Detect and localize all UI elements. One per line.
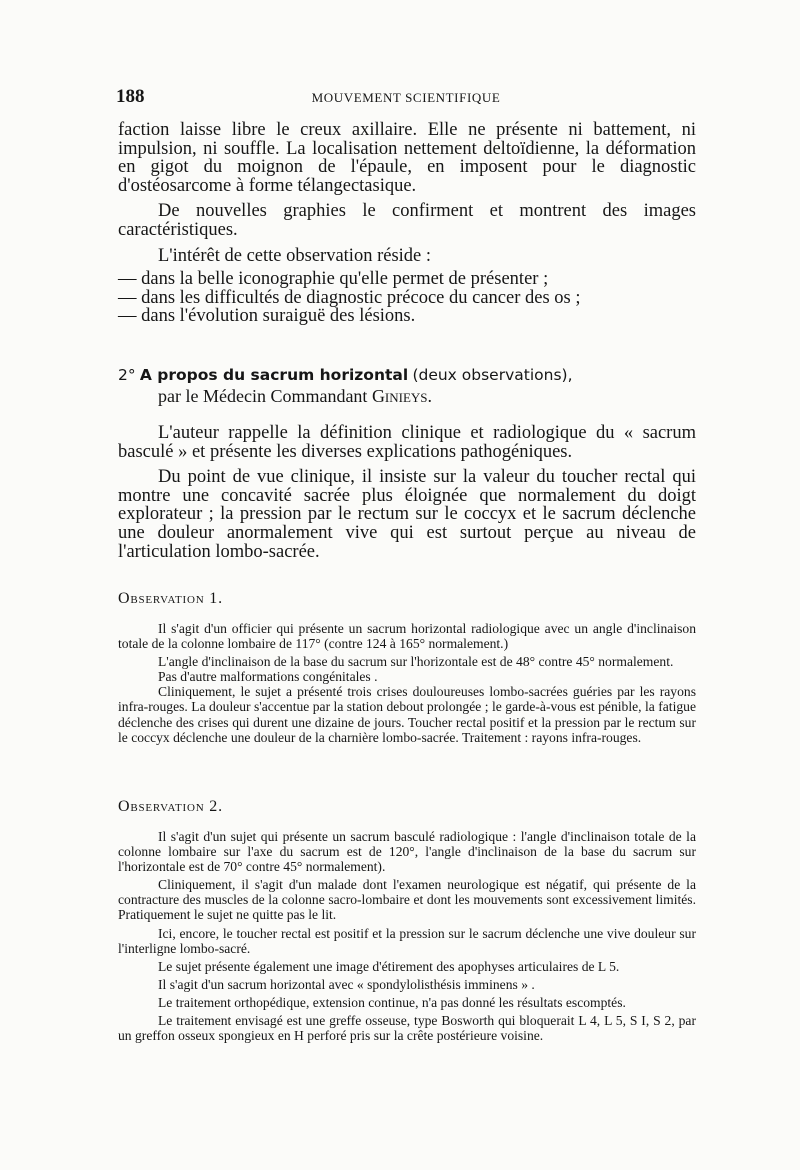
interest-item: — dans les difficultés de diagnostic précoce du cancer des os ;: [118, 287, 581, 308]
page-header: [116, 86, 696, 110]
observation-paragraph: Cliniquement, le sujet a présenté trois crises douloureuses lombo-sacrées guéries par les rayons infra-rouges. La douleur s'accentue par la station debout prolongée ; le garde-à-vous est pénible, la fatigue déclenche des crises qui durent une dizaine de jours. Toucher rectal positif et la pression par le rectum sur le coccyx déclenche une douleur de la charnière lombo-sacrée. Traitement : rayons infra-rouges.: [118, 684, 696, 745]
observation-paragraph: Cliniquement, il s'agit d'un malade dont l'examen neurologique est négatif, qui présente de la contracture des muscles de la colonne sacro-lombaire et dont les mouvements sont excessivement limités. Pratiquement le sujet ne quitte pas le lit.: [118, 877, 696, 923]
observation-paragraph: Il s'agit d'un sujet qui présente un sacrum basculé radiologique : l'angle d'inclinaison totale de la colonne lombaire sur l'axe du sacrum est de 120°, l'angle d'inclinaison de la base du sacrum sur l'horizontale est de 70° contre 45° normalement).: [118, 829, 696, 875]
interest-item: — dans l'évolution suraiguë des lésions.: [118, 306, 416, 327]
section-title-suffix: (deux observations),: [412, 366, 573, 384]
observation-2-text: [118, 829, 696, 1043]
observation-paragraph: Pas d'autre malformations congénitales .: [158, 669, 378, 685]
observation-paragraph: Ici, encore, le toucher rectal est positif et la pression sur le sacrum déclenche une vive douleur sur l'interligne lombo-sacré.: [118, 925, 696, 956]
observation-paragraph: L'angle d'inclinaison de la base du sacrum sur l'horizontale est de 48° contre 45° normalement.: [158, 654, 674, 670]
graphies-paragraph: De nouvelles graphies le confirment et montrent des images caractéristiques.: [118, 201, 696, 240]
observation-paragraph: Le traitement envisagé est une greffe osseuse, type Bosworth qui bloquerait L 4, L 5, S I, S 2, par un greffon osseux spongieux en H perforé pris sur la crête postérieure voisine.: [118, 1013, 696, 1044]
observation-paragraph: Le traitement orthopédique, extension continue, n'a pas donné les résultats escomptés.: [158, 994, 626, 1010]
interest-intro: L'intérêt de cette observation réside :: [158, 245, 432, 266]
observation-paragraph: Il s'agit d'un officier qui présente un sacrum horizontal radiologique avec un angle d'inclinaison totale de la colonne lombaire de 117° (contre 124 à 165° normalement.): [118, 621, 696, 652]
page-number: 188: [116, 86, 145, 107]
interest-item: — dans la belle iconographie qu'elle permet de présenter ;: [118, 269, 549, 290]
section-byline: [118, 386, 698, 407]
section-paragraph: Du point de vue clinique, il insiste sur la valeur du toucher rectal qui montre une concavité sacrée plus éloignée que normalement du doigt explorateur ; la pression par le rectum sur le coccyx et le sacrum déclenche une douleur anormalement vive qui est surtout perçue au niveau de l'articulation lombo-sacrée.: [118, 467, 696, 562]
running-title: MOUVEMENT SCIENTIFIQUE: [311, 90, 501, 105]
section-heading: [118, 364, 698, 407]
intro-paragraph: faction laisse libre le creux axillaire. Elle ne présente ni battement, ni impulsion, ni souffle. La localisation nettement deltoïdienne, la déformation en gigot du moignon de l'épaule, en imposent pour le diagnostic d'ostéosarcome à forme télangectasique.: [118, 120, 696, 196]
observation-paragraph: Le sujet présente également une image d'étirement des apophyses articulaires de L 5.: [158, 958, 620, 974]
section-body: [118, 424, 696, 561]
observation-1-title: Observation 1.: [118, 590, 223, 607]
observation-paragraph: Il s'agit d'un sacrum horizontal avec « spondylolisthésis imminens » .: [158, 976, 535, 992]
section-paragraph: L'auteur rappelle la définition clinique et radiologique du « sacrum basculé » et présente les diverses explications pathogéniques.: [118, 423, 696, 462]
section-number: 2°: [118, 366, 136, 384]
author-name: Ginieys.: [371, 386, 433, 406]
section-title: A propos du sacrum horizontal: [139, 366, 409, 384]
byline-prefix: par le Médecin Commandant: [158, 386, 368, 406]
observation-2-title: Observation 2.: [118, 798, 223, 815]
body-top: [118, 121, 696, 326]
observation-1-text: [118, 621, 696, 745]
